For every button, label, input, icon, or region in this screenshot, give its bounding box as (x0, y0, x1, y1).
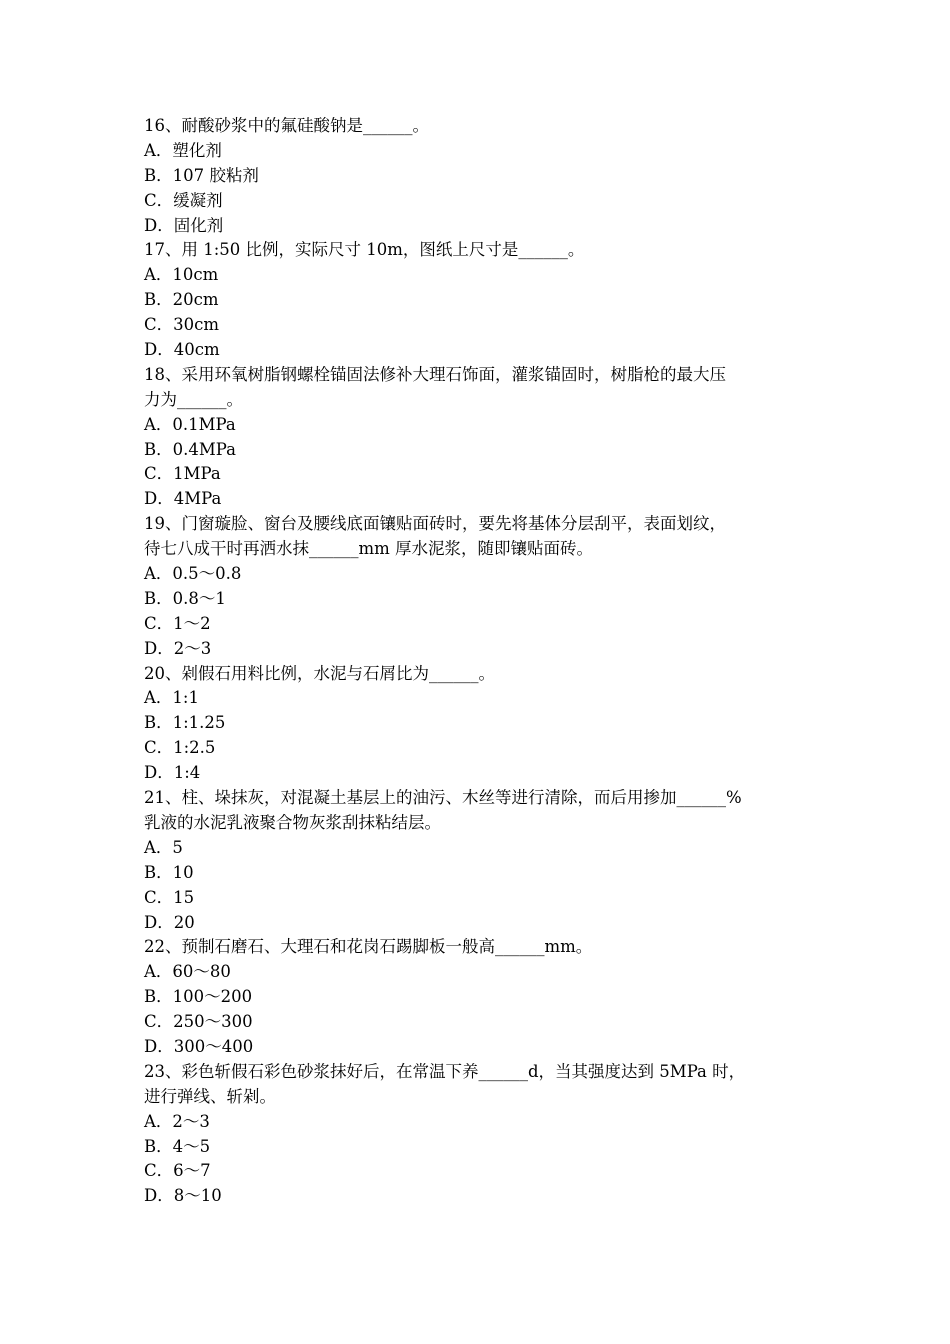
option-a: A．塑化剂 (144, 140, 222, 160)
question-text: 21、柱、垛抹灰，对混凝土基层上的油污、木丝等进行清除，而后用掺加______% (144, 788, 742, 808)
option-d: D．1:4 (144, 763, 201, 783)
question-18 (144, 363, 824, 512)
document-body (144, 114, 824, 1209)
question-22 (144, 935, 824, 1059)
option-b: B．100～200 (144, 987, 253, 1007)
question-text: 23、彩色斩假石彩色砂浆抹好后，在常温下养______d，当其强度达到 5MPa 时， (144, 1061, 746, 1081)
option-b: B．10 (144, 862, 194, 882)
option-b: B．107 胶粘剂 (144, 165, 259, 185)
question-text: 18、采用环氧树脂钢螺栓锚固法修补大理石饰面，灌浆锚固时，树脂枪的最大压 (144, 364, 726, 384)
option-b: B．0.8～1 (144, 588, 226, 608)
question-text: 16、耐酸砂浆中的氟硅酸钠是______。 (144, 116, 429, 135)
option-c: C．6～7 (144, 1161, 211, 1181)
option-d: D．固化剂 (144, 215, 224, 235)
question-text-continued: 乳液的水泥乳液聚合物灰浆刮抹粘结层。 (144, 812, 441, 832)
question-17 (144, 238, 824, 362)
option-b: B．20cm (144, 290, 219, 310)
option-d: D．40cm (144, 340, 220, 360)
option-d: D．20 (144, 912, 195, 932)
option-b: B．1:1.25 (144, 713, 226, 733)
question-16 (144, 114, 824, 238)
option-d: D．4MPa (144, 489, 222, 509)
question-21 (144, 786, 824, 935)
question-23 (144, 1060, 824, 1209)
question-text: 19、门窗璇脸、窗台及腰线底面镶贴面砖时，要先将基体分层刮平，表面划纹， (144, 514, 726, 534)
question-20 (144, 662, 824, 786)
option-c: C．1:2.5 (144, 738, 216, 758)
option-a: A．10cm (144, 265, 219, 285)
option-a: A．1:1 (144, 688, 199, 708)
question-19 (144, 512, 824, 661)
option-c: C．15 (144, 887, 195, 907)
question-text-continued: 进行弹线、斩剁。 (144, 1086, 276, 1106)
option-b: B．4～5 (144, 1136, 211, 1156)
option-a: A．0.1MPa (144, 414, 236, 434)
question-text: 17、用 1:50 比例，实际尺寸 10m，图纸上尺寸是______。 (144, 240, 585, 260)
option-b: B．0.4MPa (144, 439, 236, 459)
option-c: C．缓凝剂 (144, 190, 223, 210)
question-text: 20、剁假石用料比例，水泥与石屑比为______。 (144, 663, 495, 683)
option-a: A．5 (144, 837, 183, 857)
option-d: D．300～400 (144, 1036, 254, 1056)
option-c: C．250～300 (144, 1012, 253, 1032)
question-text-continued: 力为______。 (144, 389, 243, 409)
option-a: A．0.5～0.8 (144, 564, 242, 584)
option-d: D．2～3 (144, 638, 212, 658)
option-d: D．8～10 (144, 1186, 222, 1206)
question-text: 22、预制石磨石、大理石和花岗石踢脚板一般高______mm。 (144, 937, 593, 957)
option-a: A．60～80 (144, 962, 231, 982)
option-c: C．30cm (144, 315, 220, 335)
question-text-continued: 待七八成干时再洒水抹______mm 厚水泥浆，随即镶贴面砖。 (144, 539, 594, 559)
option-a: A．2～3 (144, 1111, 210, 1131)
option-c: C．1～2 (144, 613, 211, 633)
option-c: C．1MPa (144, 464, 221, 484)
